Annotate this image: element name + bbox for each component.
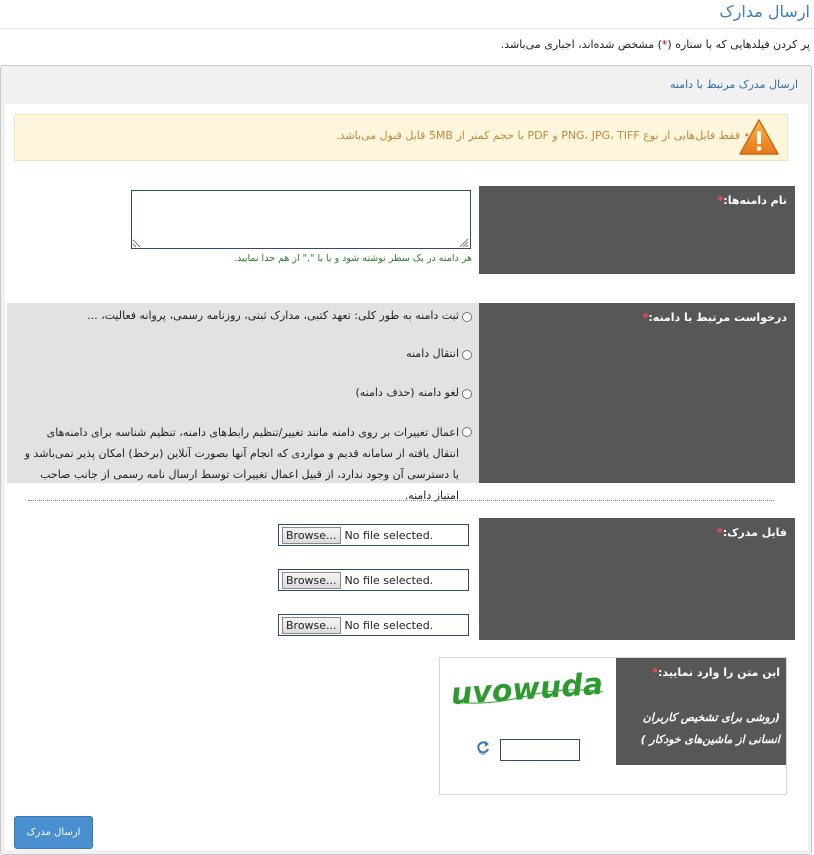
captcha-image: [447, 662, 608, 717]
submit-button[interactable]: ارسال مدرک: [14, 816, 93, 849]
radio-label: انتقال دامنه: [406, 347, 459, 360]
radio-button[interactable]: [462, 312, 472, 322]
file-status: No file selected.: [344, 618, 434, 632]
required-star: *: [642, 311, 649, 324]
section-divider: [28, 500, 774, 501]
captcha-input[interactable]: [500, 739, 580, 761]
domains-help-text: هر دامنه در یک سطر نوشته شود و یا با "," از هم جدا نمایید.: [233, 253, 472, 264]
domains-textarea[interactable]: [131, 190, 471, 249]
file-status: No file selected.: [344, 573, 434, 587]
required-hint: [501, 38, 810, 51]
hint-text-end: ) مشخص شده‌اند، اجباری می‌باشد.: [500, 38, 662, 51]
radio-label: لغو دامنه (حذف دامنه): [355, 386, 459, 399]
radio-option-changes[interactable]: [17, 422, 472, 506]
notice-message: فقط فایل‌هایی از نوع PNG، JPG، TIFF و PDF با حجم کمتر از 5MB قابل قبول می‌باشد.: [336, 129, 740, 142]
radio-button[interactable]: [462, 427, 472, 437]
required-star: *: [716, 526, 723, 539]
browse-button[interactable]: Browse...: [282, 617, 341, 634]
section-title: ارسال مدرک مرتبط با دامنه: [670, 78, 798, 91]
file-label: [479, 518, 795, 640]
file-status: No file selected.: [344, 528, 434, 542]
file-input-3[interactable]: [278, 614, 469, 636]
radio-option-cancel[interactable]: [355, 386, 472, 399]
domains-label: [479, 186, 795, 274]
required-star: *: [652, 666, 658, 679]
refresh-icon[interactable]: [476, 740, 490, 756]
file-label-text: فایل مدرک:: [722, 526, 787, 539]
browse-button[interactable]: Browse...: [282, 527, 341, 544]
page-title: ارسال مدارک: [719, 2, 810, 21]
hint-star: *: [661, 38, 668, 51]
notice-text: • فقط فایل‌هایی از نوع PNG، JPG، TIFF و PDF با حجم کمتر از 5MB قابل قبول می‌باشد.: [336, 129, 750, 142]
required-star: *: [717, 194, 724, 207]
captcha-text: uvowuda: [449, 666, 605, 713]
radio-option-register[interactable]: [87, 309, 472, 322]
file-input-2[interactable]: [278, 569, 469, 591]
radio-label: ثبت دامنه به طور کلی: تعهد کتبی، مدارک ثبتی، روزنامه رسمی، پروانه فعالیت، ...: [87, 309, 459, 322]
request-label: [479, 303, 795, 483]
hint-text-start: پر کردن فیلدهایی که با ستاره (: [667, 38, 810, 51]
radio-button[interactable]: [462, 350, 472, 360]
radio-option-transfer[interactable]: [406, 347, 472, 360]
captcha-note: (روشی برای تشخیص کاربران انسانی از ماشین‌های خودکار ): [640, 711, 780, 746]
request-label-text: درخواست مرتبط با دامنه:: [648, 311, 787, 324]
resize-grip-icon[interactable]: [457, 236, 469, 247]
radio-button[interactable]: [462, 389, 472, 399]
captcha-label-text: این متن را وارد نمایید:: [657, 666, 780, 679]
radio-label: اعمال تغییرات بر روی دامنه مانند تغییر/تنظیم رابط‌های دامنه، تنظیم شناسه برای دامنه‌های انتقال یافته از سامانه قدیم و مواردی که انجام آنها بصورت آنلاین (برخط) امکان پذیر نمی‌باشد و یا دسترسی آن وجود ندارد، از قبیل اعمال تغییرات توسط ارسال نامه رسمی از جانب صاحب امتیاز دامنه.: [24, 426, 459, 502]
browse-button[interactable]: Browse...: [282, 572, 341, 589]
file-input-1[interactable]: [278, 524, 469, 546]
domains-label-text: نام دامنه‌ها:: [723, 194, 787, 207]
header-divider: [0, 28, 814, 29]
captcha-label: [616, 658, 786, 765]
